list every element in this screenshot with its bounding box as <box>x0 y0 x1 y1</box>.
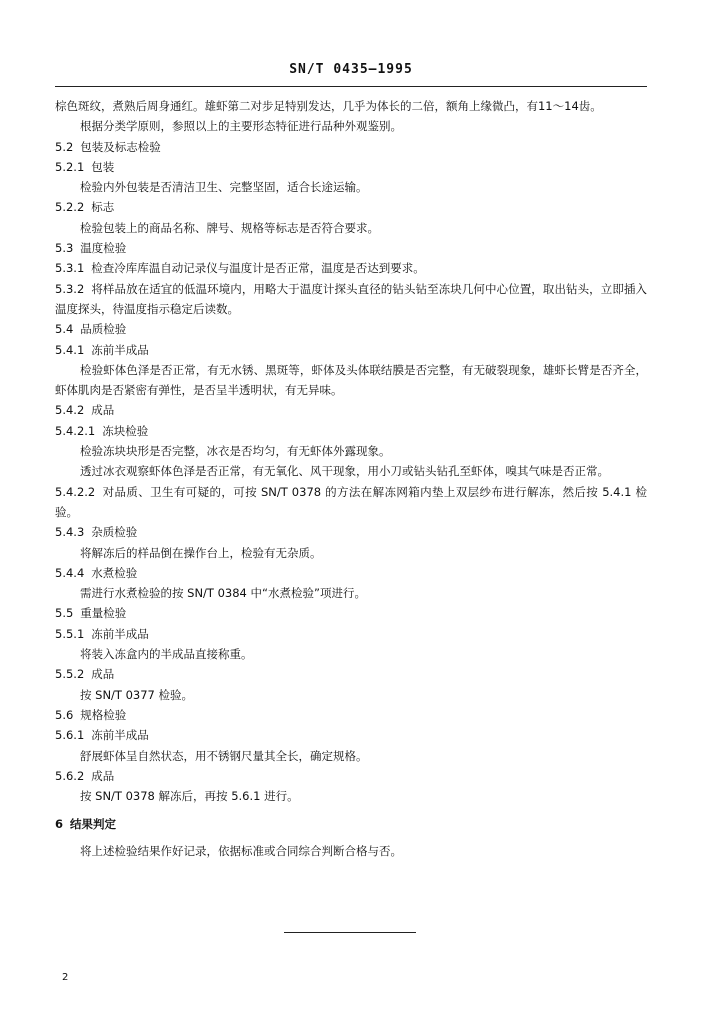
clause-text-content: 检验内外包装是否清洁卫生、完整坚固，适合长途运输。 <box>80 180 368 195</box>
clause-number: 5.2.2 <box>55 200 85 215</box>
clause-heading <box>55 157 647 177</box>
clause-text-content: 将解冻后的样品倒在操作台上，检验有无杂质。 <box>80 545 322 560</box>
clause-text-content: 杂质检验 <box>91 525 138 540</box>
clause-text-content: 透过冰衣观察虾体色泽是否正常，有无氧化、风干现象，用小刀或钻头钻孔至虾体，嗅其气味是否正常。 <box>80 464 609 479</box>
clause-text-content: 重量检验 <box>80 606 127 621</box>
clause-heading <box>55 563 647 583</box>
clause-number: 5.3 <box>55 241 74 256</box>
clause-text <box>55 441 647 461</box>
clause-text-content: 规格检验 <box>80 707 127 722</box>
clause-text-content: 包装及标志检验 <box>80 139 161 154</box>
clause-text-content: 成品 <box>91 667 115 682</box>
paragraph-spacer <box>55 806 647 812</box>
clause-heading <box>55 482 647 523</box>
clause-text-content: 冻前半成品 <box>91 728 149 743</box>
clause-number: 5.6 <box>55 707 74 722</box>
clause-text-content: 冻块检验 <box>102 423 149 438</box>
clause-text-content: 检验虾体色泽是否正常，有无水锈、黑斑等，虾体及头体联结膜是否完整，有无破裂现象，雄虾长臂是否齐全，虾体肌肉是否紧密有弹性，是否呈半透明状，有无异味。 <box>55 362 647 398</box>
section-heading <box>55 814 647 834</box>
clause-text-content: 检验冻块块形是否完整，冰衣是否均匀，有无虾体外露现象。 <box>80 444 391 459</box>
clause-text-content: 检验包装上的商品名称、牌号、规格等标志是否符合要求。 <box>80 220 379 235</box>
clause-number: 5.4.2.2 <box>55 484 96 499</box>
clause-text-content: 成品 <box>91 768 115 783</box>
clause-number: 5.4.2 <box>55 403 85 418</box>
clause-heading <box>55 319 647 339</box>
clause-number: 5.2 <box>55 139 74 154</box>
end-of-document-rule <box>284 932 416 933</box>
clause-text <box>55 841 647 861</box>
clause-heading <box>55 766 647 786</box>
clause-text-content: 标志 <box>91 200 115 215</box>
clause-number: 5.4.1 <box>55 342 85 357</box>
indented-paragraph <box>55 461 647 481</box>
clause-text-content: 按 SN/T 0377 检验。 <box>80 687 194 702</box>
clause-text-content: 包装 <box>91 159 115 174</box>
clause-text-content: 棕色斑纹，煮熟后周身通红。雄虾第二对步足特别发达，几乎为体长的二倍，额角上缘微凸，有11～14齿。 <box>55 99 602 113</box>
document-code-header: SN/T 0435—1995 <box>289 62 413 77</box>
clause-number: 5.6.1 <box>55 728 85 743</box>
clause-number: 5.4.3 <box>55 525 85 540</box>
clause-heading <box>55 421 647 441</box>
clause-number: 5.5.2 <box>55 667 85 682</box>
clause-text <box>55 786 647 806</box>
page-number: 2 <box>62 972 69 983</box>
clause-number: 5.4 <box>55 322 74 337</box>
clause-heading <box>55 137 647 157</box>
clause-text <box>55 583 647 603</box>
clause-number: 5.3.1 <box>55 261 85 276</box>
clause-text-content: 冻前半成品 <box>91 342 149 357</box>
clause-text <box>55 685 647 705</box>
clause-heading <box>55 400 647 420</box>
clause-text-content: 结果判定 <box>70 817 117 832</box>
header-rule <box>55 86 647 87</box>
clause-heading <box>55 603 647 623</box>
clause-heading <box>55 705 647 725</box>
clause-number: 5.4.2.1 <box>55 423 96 438</box>
clause-text-content: 水煮检验 <box>91 565 138 580</box>
clause-number: 5.2.1 <box>55 159 85 174</box>
clause-heading <box>55 197 647 217</box>
document-body <box>55 96 647 861</box>
clause-text-content: 需进行水煮检验的按 SN/T 0384 中“水煮检验”项进行。 <box>80 586 366 601</box>
clause-text-content: 按 SN/T 0378 解冻后，再按 5.6.1 进行。 <box>80 789 299 804</box>
clause-number: 5.3.2 <box>55 281 85 296</box>
clause-text-content: 将样品放在适宜的低温环境内，用略大于温度计探头直径的钻头钻至冻块几何中心位置，取出钻头，立即插入温度探头，待温度指示稳定后读数。 <box>55 281 647 316</box>
clause-text-content: 根据分类学原则，参照以上的主要形态特征进行品种外观鉴别。 <box>80 119 402 134</box>
clause-text-content: 将装入冻盒内的半成品直接称重。 <box>80 647 253 662</box>
indented-paragraph <box>55 360 647 401</box>
clause-number: 5.6.2 <box>55 768 85 783</box>
clause-text <box>55 644 647 664</box>
clause-text-content: 检查冷库库温自动记录仪与温度计是否正常，温度是否达到要求。 <box>91 261 425 276</box>
indented-paragraph <box>55 116 647 136</box>
clause-number: 5.4.4 <box>55 565 85 580</box>
clause-number: 5.5.1 <box>55 626 85 641</box>
clause-text-content: 温度检验 <box>80 241 127 256</box>
clause-heading <box>55 279 647 320</box>
clause-text <box>55 218 647 238</box>
clause-text-content: 对品质、卫生有可疑的，可按 SN/T 0378 的方法在解冻网箱内垫上双层纱布进行解冻，然后按 5.4.1 检验。 <box>55 484 647 519</box>
clause-heading <box>55 522 647 542</box>
clause-text <box>55 177 647 197</box>
clause-text-content: 将上述检验结果作好记录，依据标准或合同综合判断合格与否。 <box>80 843 402 858</box>
clause-heading <box>55 238 647 258</box>
body-paragraph <box>55 96 647 116</box>
clause-text-content: 舒展虾体呈自然状态，用不锈钢尺量其全长，确定规格。 <box>80 748 368 763</box>
clause-text-content: 成品 <box>91 403 115 418</box>
clause-heading <box>55 664 647 684</box>
clause-number: 5.5 <box>55 606 74 621</box>
clause-heading <box>55 258 647 278</box>
clause-number: 6 <box>55 817 64 832</box>
clause-text <box>55 543 647 563</box>
clause-heading <box>55 340 647 360</box>
clause-heading <box>55 725 647 745</box>
clause-text <box>55 746 647 766</box>
clause-text-content: 冻前半成品 <box>91 626 149 641</box>
clause-heading <box>55 624 647 644</box>
clause-text-content: 品质检验 <box>80 322 127 337</box>
